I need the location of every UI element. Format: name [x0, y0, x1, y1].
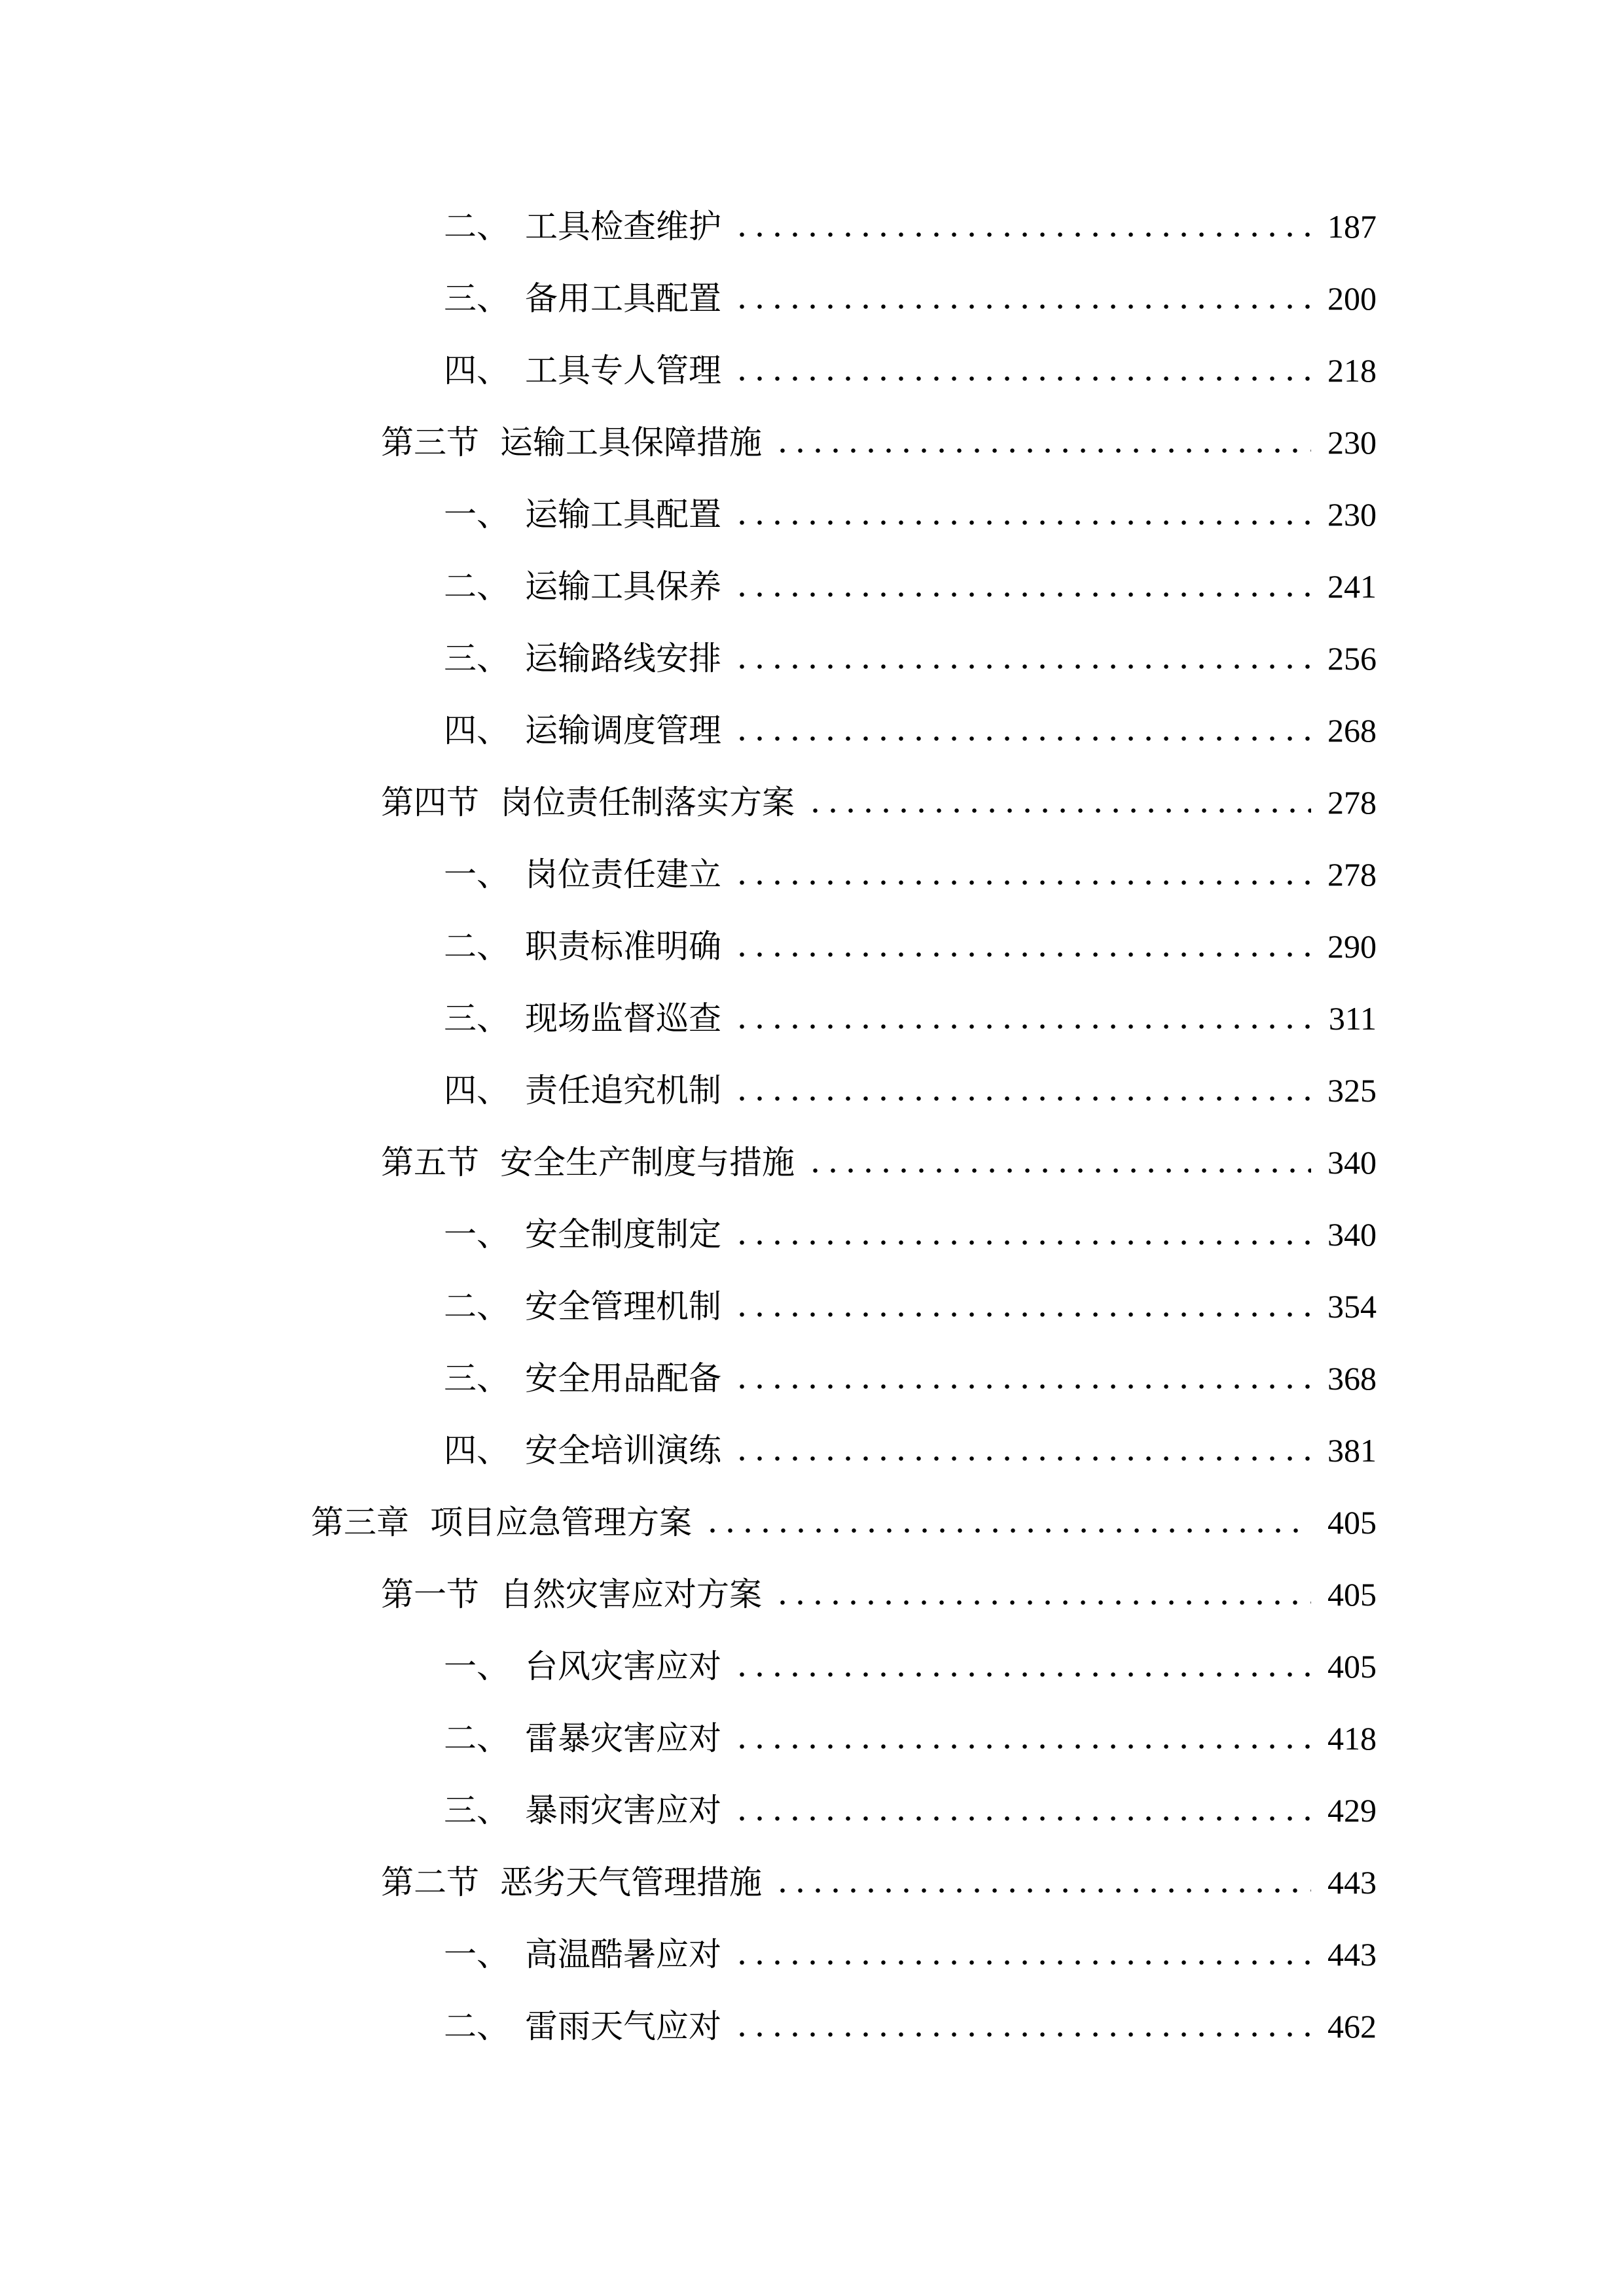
- toc-row-label: 第三节: [381, 424, 479, 461]
- toc-row-label: 一、: [444, 496, 509, 533]
- toc-page-number: 405: [1327, 1648, 1377, 1685]
- dot-leader: [733, 1816, 1311, 1821]
- toc-page-number: 429: [1327, 1792, 1377, 1829]
- dot-leader: [733, 1240, 1311, 1246]
- toc-page-number: 340: [1327, 1144, 1377, 1181]
- toc-page-number: 218: [1327, 352, 1377, 389]
- toc-row[interactable]: [0, 1198, 1377, 1270]
- toc-row-title: 岗位责任制落实方案: [500, 784, 795, 821]
- toc-row[interactable]: [0, 1414, 1377, 1486]
- toc-row-title: 运输路线安排: [525, 640, 721, 677]
- toc-row-title: 安全培训演练: [525, 1432, 721, 1469]
- toc-page-number: 340: [1327, 1216, 1377, 1253]
- toc-row-label: 第一节: [381, 1576, 479, 1613]
- toc-row-title: 恶劣天气管理措施: [500, 1864, 762, 1901]
- dot-leader: [733, 592, 1311, 598]
- toc-row[interactable]: [0, 622, 1377, 694]
- toc-row[interactable]: [0, 838, 1377, 910]
- toc-row-label: 第四节: [381, 784, 479, 821]
- dot-leader: [733, 664, 1311, 670]
- dot-leader: [733, 1096, 1311, 1102]
- dot-leader: [704, 1528, 1311, 1534]
- toc-row-label: 四、: [444, 1072, 509, 1109]
- toc-row[interactable]: [0, 1774, 1377, 1846]
- dot-leader: [733, 1384, 1311, 1390]
- dot-leader: [806, 808, 1311, 814]
- toc-row-title: 自然灾害应对方案: [500, 1576, 762, 1613]
- toc-row[interactable]: [0, 478, 1377, 550]
- toc-page-number: 405: [1327, 1504, 1377, 1541]
- toc-row[interactable]: [0, 334, 1377, 406]
- toc-row-label: 三、: [444, 1360, 509, 1397]
- toc-page-number: 230: [1327, 496, 1377, 533]
- toc-page-number: 187: [1327, 208, 1377, 245]
- toc-row-title: 运输工具保障措施: [500, 424, 762, 461]
- dot-leader: [733, 232, 1311, 238]
- dot-leader: [774, 1600, 1311, 1605]
- toc-row-title: 运输工具配置: [525, 496, 721, 533]
- toc-page-number: 418: [1327, 1720, 1377, 1757]
- toc-page-number: 325: [1327, 1072, 1377, 1109]
- dot-leader: [733, 736, 1311, 742]
- toc-row-label: 四、: [444, 352, 509, 389]
- toc-row-label: 一、: [444, 1936, 509, 1973]
- toc-row-label: 二、: [444, 568, 509, 605]
- dot-leader: [733, 880, 1311, 886]
- toc-row[interactable]: [0, 1846, 1377, 1918]
- toc-row[interactable]: [0, 1630, 1377, 1702]
- toc-page-number: 278: [1327, 784, 1377, 821]
- toc-row-title: 台风灾害应对: [525, 1648, 721, 1685]
- dot-leader: [733, 1312, 1311, 1318]
- toc-row[interactable]: [0, 982, 1377, 1054]
- toc-page-number: 268: [1327, 712, 1377, 749]
- toc-page-number: 381: [1327, 1432, 1377, 1469]
- toc-row-title: 责任追究机制: [525, 1072, 721, 1109]
- toc-row[interactable]: [0, 1054, 1377, 1126]
- toc-row-title: 岗位责任建立: [525, 856, 721, 893]
- toc-row[interactable]: [0, 766, 1377, 838]
- toc-row-label: 第二节: [381, 1864, 479, 1901]
- toc-page-number: 462: [1327, 2008, 1377, 2045]
- toc-row-title: 雷雨天气应对: [525, 2008, 721, 2045]
- toc-row-title: 安全用品配备: [525, 1360, 721, 1397]
- toc-row-label: 二、: [444, 1288, 509, 1325]
- toc-row-label: 三、: [444, 280, 509, 317]
- dot-leader: [733, 1744, 1311, 1749]
- dot-leader: [774, 448, 1311, 454]
- toc-row-title: 安全生产制度与措施: [500, 1144, 795, 1181]
- dot-leader: [733, 1456, 1311, 1462]
- toc-row[interactable]: [0, 1126, 1377, 1198]
- toc-row-title: 安全管理机制: [525, 1288, 721, 1325]
- toc-row[interactable]: [0, 1990, 1377, 2062]
- toc-row-label: 一、: [444, 1216, 509, 1253]
- dot-leader: [733, 520, 1311, 526]
- toc-row[interactable]: [0, 190, 1377, 262]
- dot-leader: [806, 1168, 1311, 1174]
- toc-row-title: 安全制度制定: [525, 1216, 721, 1253]
- toc-row-title: 暴雨灾害应对: [525, 1792, 721, 1829]
- toc-row-label: 四、: [444, 1432, 509, 1469]
- toc-row-label: 一、: [444, 1648, 509, 1685]
- toc-page-number: 368: [1327, 1360, 1377, 1397]
- dot-leader: [733, 1960, 1311, 1965]
- toc-row[interactable]: [0, 694, 1377, 766]
- dot-leader: [733, 1024, 1311, 1030]
- dot-leader: [733, 952, 1311, 958]
- toc-row-label: 四、: [444, 712, 509, 749]
- toc-row-label: 三、: [444, 1000, 509, 1037]
- toc-row-title: 工具专人管理: [525, 352, 721, 389]
- toc-row-label: 二、: [444, 928, 509, 965]
- toc-row[interactable]: [0, 550, 1377, 622]
- toc-row-label: 二、: [444, 1720, 509, 1757]
- toc-page-number: 256: [1327, 640, 1377, 677]
- toc-page-number: 241: [1327, 568, 1377, 605]
- toc-page-number: 290: [1327, 928, 1377, 965]
- toc-page-number: 278: [1327, 856, 1377, 893]
- toc-row-title: 高温酷暑应对: [525, 1936, 721, 1973]
- toc-page-number: 443: [1327, 1864, 1377, 1901]
- toc-page-number: 443: [1327, 1936, 1377, 1973]
- dot-leader: [774, 1888, 1311, 1893]
- toc-page-number: 354: [1327, 1288, 1377, 1325]
- toc-row-title: 工具检查维护: [525, 208, 721, 245]
- toc-row-title: 项目应急管理方案: [430, 1504, 692, 1541]
- toc-row[interactable]: [0, 1342, 1377, 1414]
- toc-row-title: 运输调度管理: [525, 712, 721, 749]
- toc-row[interactable]: [0, 1702, 1377, 1774]
- dot-leader: [733, 304, 1311, 310]
- dot-leader: [733, 2032, 1311, 2037]
- toc-row-label: 二、: [444, 208, 509, 245]
- toc-row-label: 一、: [444, 856, 509, 893]
- toc-row-title: 备用工具配置: [525, 280, 721, 317]
- toc-row[interactable]: [0, 1918, 1377, 1990]
- toc-row-label: 第三章: [311, 1504, 409, 1541]
- toc-row-label: 三、: [444, 1792, 509, 1829]
- toc-row-label: 三、: [444, 640, 509, 677]
- toc-row[interactable]: [0, 1270, 1377, 1342]
- toc-page-number: 405: [1327, 1576, 1377, 1613]
- toc-row-title: 运输工具保养: [525, 568, 721, 605]
- toc-page-number: 200: [1327, 280, 1377, 317]
- toc-row[interactable]: [0, 1486, 1377, 1558]
- toc-row-label: 第五节: [381, 1144, 479, 1181]
- toc-row-title: 雷暴灾害应对: [525, 1720, 721, 1757]
- toc-row-title: 职责标准明确: [525, 928, 721, 965]
- toc-row-label: 二、: [444, 2008, 509, 2045]
- toc-row[interactable]: [0, 1558, 1377, 1630]
- dot-leader: [733, 376, 1311, 382]
- toc-page-number: 311: [1328, 1000, 1377, 1037]
- toc-row[interactable]: [0, 910, 1377, 982]
- toc-row[interactable]: [0, 262, 1377, 334]
- toc-row[interactable]: [0, 406, 1377, 478]
- toc-page-number: 230: [1327, 424, 1377, 461]
- dot-leader: [733, 1672, 1311, 1677]
- toc-row-title: 现场监督巡查: [525, 1000, 721, 1037]
